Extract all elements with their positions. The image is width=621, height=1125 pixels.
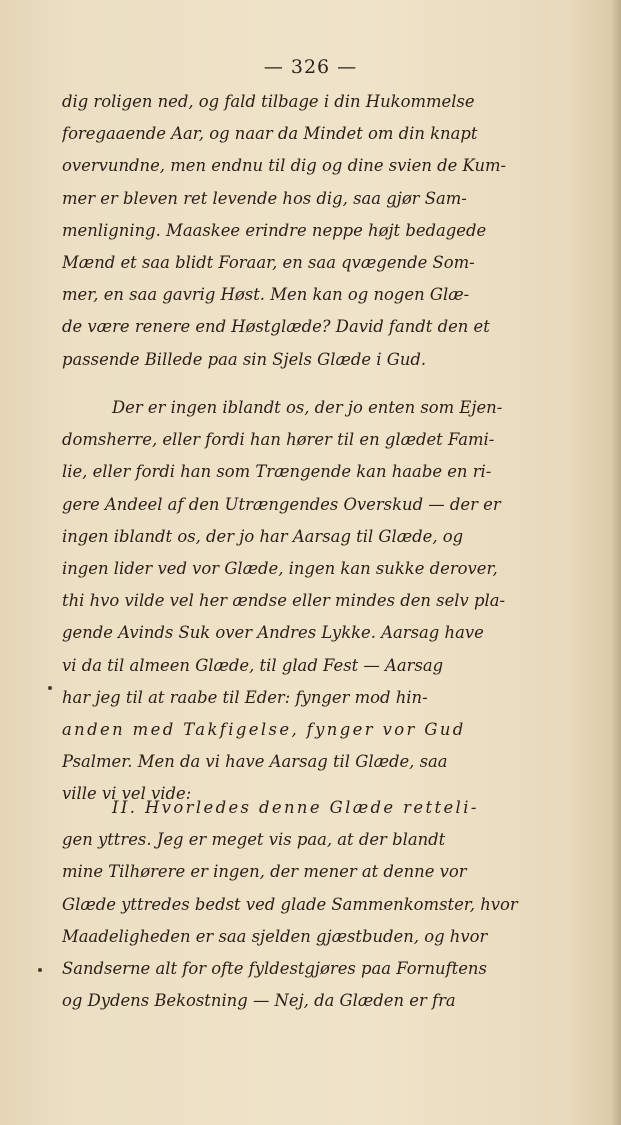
text-line: foregaaende Aar, og naar da Mindet om din knapt: [62, 124, 478, 144]
text-line: Sandserne alt for ofte fyldestgjøres paa Fornuftens: [62, 958, 487, 978]
section-heading-line: II. Hvorledes denne Glæde retteli-: [112, 798, 479, 817]
text-line: dig roligen ned, og fald tilbage i din Hukommelse: [62, 92, 475, 111]
text-line: mer er bleven ret levende hos dig, saa gjør Sam-: [62, 188, 467, 208]
text-line: de være renere end Høstglæde? David fandt den et: [62, 317, 490, 337]
text-line: Psalmer. Men da vi have Aarsag til Glæde, saa: [62, 752, 448, 772]
text-line: menligning. Maaskee erindre neppe højt bedagede: [62, 220, 487, 240]
paper-speck: [38, 968, 42, 972]
text-line: mer, en saa gavrig Høst. Men kan og nogen Glæ-: [62, 285, 470, 305]
text-line: vi da til almeen Glæde, til glad Fest — Aarsag: [62, 655, 444, 675]
text-line: lie, eller fordi han som Trængende kan haabe en ri-: [62, 462, 492, 482]
text-line: gende Avinds Suk over Andres Lykke. Aarsag have: [62, 623, 484, 643]
paragraph-3: [62, 792, 572, 1017]
text-line: Maadeligheden er saa sjelden gjæstbuden, og hvor: [62, 926, 488, 946]
paragraph-2: [62, 392, 572, 810]
text-line: Mænd et saa blidt Foraar, en saa qvægende Som-: [62, 252, 475, 272]
text-line: overvundne, men endnu til dig og dine svien de Kum-: [62, 156, 507, 176]
text-line: thi hvo vilde vel her ændse eller mindes den selv pla-: [62, 591, 506, 611]
text-line: gere Andeel af den Utrængendes Overskud — der er: [62, 494, 501, 514]
page-edge-shadow: [611, 0, 621, 1125]
page-number: — 326 —: [263, 56, 358, 78]
text-line: ville vi vel vide:: [62, 784, 192, 804]
text-line: domsherre, eller fordi han hører til en glædet Fami-: [62, 430, 495, 450]
text-line: Der er ingen iblandt os, der jo enten som Ejen-: [112, 398, 503, 417]
paper-speck: [48, 686, 52, 690]
text-line: mine Tilhørere er ingen, der mener at denne vor: [62, 862, 467, 882]
text-line: har jeg til at raabe til Eder: fynger mod hin-: [62, 687, 428, 707]
text-line: ingen lider ved vor Glæde, ingen kan sukke derover,: [62, 558, 498, 578]
text-line: ingen iblandt os, der jo har Aarsag til Glæde, og: [62, 526, 464, 546]
text-line: anden med Takfigelse, fynger vor Gud: [62, 719, 466, 739]
text-line: passende Billede paa sin Sjels Glæde i Gud.: [62, 349, 427, 369]
text-line: Glæde yttredes bedst ved glade Sammenkomster, hvor: [62, 894, 518, 914]
text-line: og Dydens Bekostning — Nej, da Glæden er fra: [62, 991, 456, 1011]
paragraph-1: [62, 86, 572, 376]
text-line: gen yttres. Jeg er meget vis paa, at der blandt: [62, 830, 446, 850]
